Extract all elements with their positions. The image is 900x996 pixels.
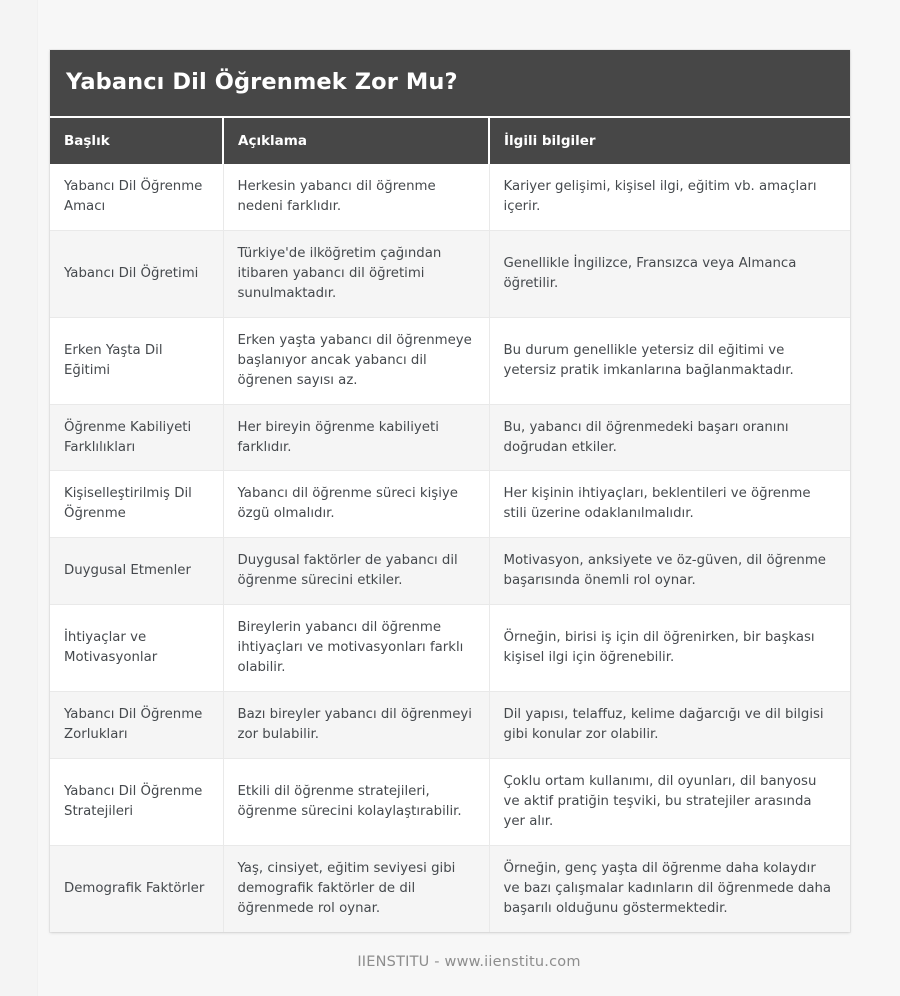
row-cell-baslik: Erken Yaşta Dil Eğitimi xyxy=(50,317,223,404)
row-cell-ilgili-bilgiler: Örneğin, birisi iş için dil öğrenirken, bir başkası kişisel ilgi için öğrenebilir. xyxy=(489,605,850,692)
info-table-card xyxy=(50,50,850,932)
row-cell-baslik: Yabancı Dil Öğrenme Amacı xyxy=(50,164,223,230)
row-cell-ilgili-bilgiler: Çoklu ortam kullanımı, dil oyunları, dil banyosu ve aktif pratiğin teşviki, bu stratejiler arasında yer alır. xyxy=(489,758,850,845)
column-header-baslik: Başlık xyxy=(50,118,223,164)
table-row xyxy=(50,317,850,404)
table-header-row xyxy=(50,118,850,164)
table-row xyxy=(50,605,850,692)
row-cell-aciklama: Türkiye'de ilköğretim çağından itibaren yabancı dil öğretimi sunulmaktadır. xyxy=(223,230,489,317)
table-row xyxy=(50,404,850,471)
row-cell-ilgili-bilgiler: Her kişinin ihtiyaçları, beklentileri ve öğrenme stili üzerine odaklanılmalıdır. xyxy=(489,471,850,538)
table-title-bar xyxy=(50,50,850,116)
column-header-ilgili-bilgiler: İlgili bilgiler xyxy=(489,118,850,164)
row-cell-aciklama: Yabancı dil öğrenme süreci kişiye özgü olmalıdır. xyxy=(223,471,489,538)
row-cell-ilgili-bilgiler: Kariyer gelişimi, kişisel ilgi, eğitim vb. amaçları içerir. xyxy=(489,164,850,230)
row-cell-aciklama: Erken yaşta yabancı dil öğrenmeye başlanıyor ancak yabancı dil öğrenen sayısı az. xyxy=(223,317,489,404)
row-cell-aciklama: Her bireyin öğrenme kabiliyeti farklıdır. xyxy=(223,404,489,471)
row-cell-baslik: Öğrenme Kabiliyeti Farklılıkları xyxy=(50,404,223,471)
row-cell-aciklama: Etkili dil öğrenme stratejileri, öğrenme sürecini kolaylaştırabilir. xyxy=(223,758,489,845)
row-cell-aciklama: Bazı bireyler yabancı dil öğrenmeyi zor bulabilir. xyxy=(223,692,489,759)
row-cell-baslik: Yabancı Dil Öğretimi xyxy=(50,230,223,317)
column-header-aciklama: Açıklama xyxy=(223,118,489,164)
table-row xyxy=(50,758,850,845)
row-cell-aciklama: Yaş, cinsiyet, eğitim seviyesi gibi demografik faktörler de dil öğrenmede rol oynar. xyxy=(223,845,489,931)
row-cell-ilgili-bilgiler: Bu, yabancı dil öğrenmedeki başarı oranını doğrudan etkiler. xyxy=(489,404,850,471)
page-card xyxy=(38,0,900,996)
footer-brand: IIENSTITU - www.iienstitu.com xyxy=(357,954,581,970)
row-cell-baslik: Duygusal Etmenler xyxy=(50,538,223,605)
row-cell-aciklama: Herkesin yabancı dil öğrenme nedeni farklıdır. xyxy=(223,164,489,230)
row-cell-baslik: Demografik Faktörler xyxy=(50,845,223,931)
row-cell-ilgili-bilgiler: Bu durum genellikle yetersiz dil eğitimi ve yetersiz pratik imkanlarına bağlanmaktadır. xyxy=(489,317,850,404)
row-cell-baslik: Yabancı Dil Öğrenme Zorlukları xyxy=(50,692,223,759)
row-cell-aciklama: Duygusal faktörler de yabancı dil öğrenme sürecini etkiler. xyxy=(223,538,489,605)
table-row xyxy=(50,692,850,759)
row-cell-ilgili-bilgiler: Motivasyon, anksiyete ve öz-güven, dil öğrenme başarısında önemli rol oynar. xyxy=(489,538,850,605)
table-row xyxy=(50,471,850,538)
row-cell-baslik: Yabancı Dil Öğrenme Stratejileri xyxy=(50,758,223,845)
footer xyxy=(38,954,900,970)
row-cell-ilgili-bilgiler: Dil yapısı, telaffuz, kelime dağarcığı ve dil bilgisi gibi konular zor olabilir. xyxy=(489,692,850,759)
row-cell-baslik: İhtiyaçlar ve Motivasyonlar xyxy=(50,605,223,692)
table-row xyxy=(50,230,850,317)
table-row xyxy=(50,845,850,931)
row-cell-baslik: Kişiselleştirilmiş Dil Öğrenme xyxy=(50,471,223,538)
info-table xyxy=(50,50,850,932)
table-row xyxy=(50,164,850,230)
row-cell-ilgili-bilgiler: Örneğin, genç yaşta dil öğrenme daha kolaydır ve bazı çalışmalar kadınların dil öğrenmede daha başarılı olduğunu göstermektedir. xyxy=(489,845,850,931)
row-cell-ilgili-bilgiler: Genellikle İngilizce, Fransızca veya Almanca öğretilir. xyxy=(489,230,850,317)
row-cell-aciklama: Bireylerin yabancı dil öğrenme ihtiyaçları ve motivasyonları farklı olabilir. xyxy=(223,605,489,692)
page-title: Yabancı Dil Öğrenmek Zor Mu? xyxy=(50,50,850,116)
table-row xyxy=(50,538,850,605)
